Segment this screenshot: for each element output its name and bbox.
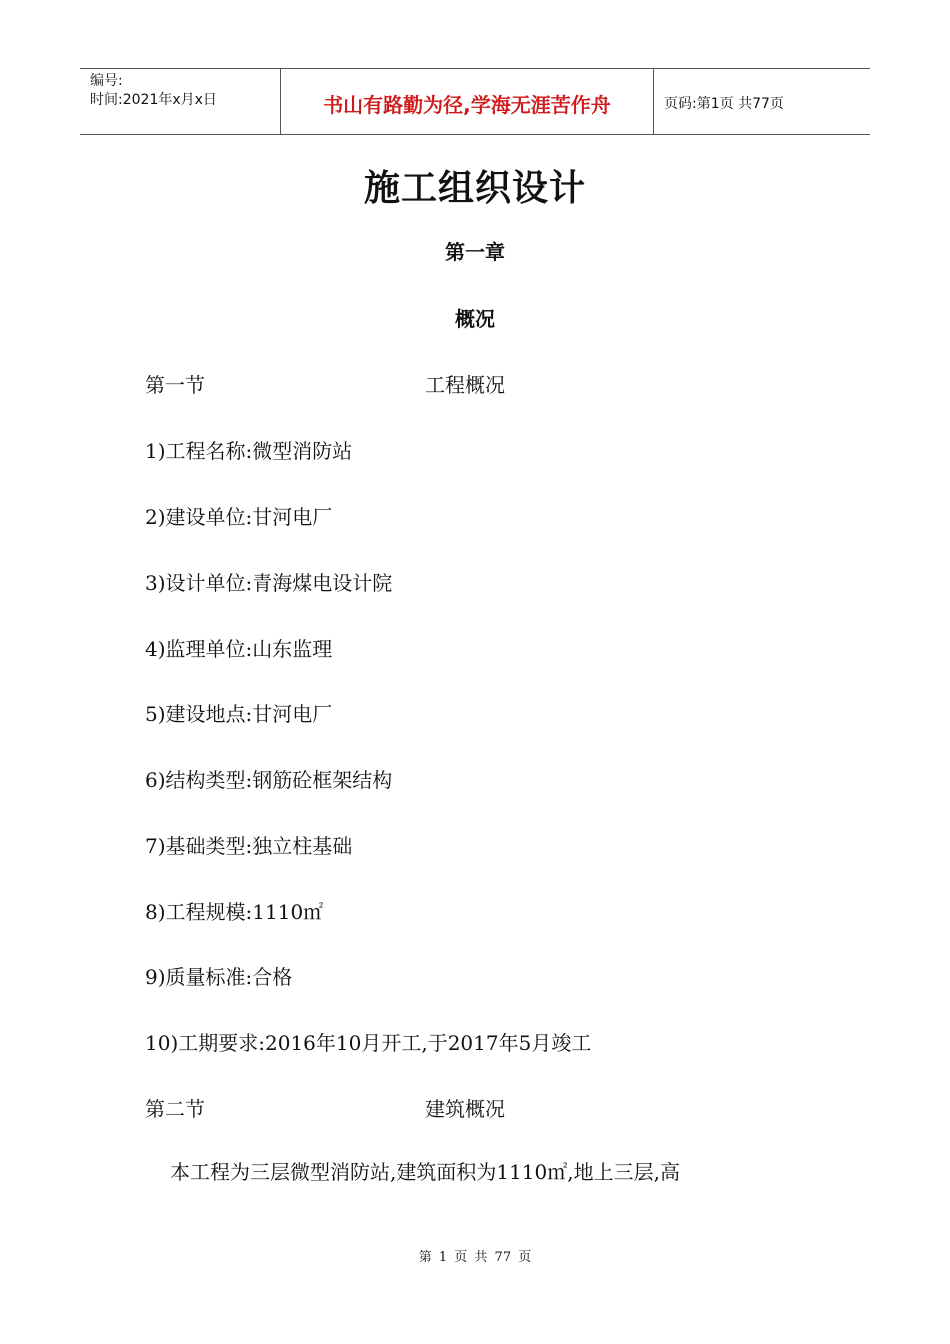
list-item: 7)基础类型:独立柱基础 bbox=[145, 834, 353, 858]
list-item: 2)建设单位:甘河电厂 bbox=[145, 505, 333, 529]
page-header bbox=[80, 68, 870, 135]
list-item: 8)工程规模:1110㎡ bbox=[145, 900, 324, 924]
header-page-info: 页码:第1页 共77页 bbox=[664, 96, 784, 112]
document-title: 施工组织设计 bbox=[363, 168, 586, 209]
section-name: 建筑概况 bbox=[425, 1097, 505, 1121]
document-time: 时间:2021年x月x日 bbox=[90, 92, 217, 108]
section-label: 第一节 bbox=[145, 373, 205, 397]
list-item: 3)设计单位:青海煤电设计院 bbox=[145, 571, 393, 595]
chapter-number: 第一章 bbox=[445, 240, 505, 264]
header-meta bbox=[80, 69, 281, 134]
list-item: 4)监理单位:山东监理 bbox=[145, 637, 333, 661]
document-number-label: 编号: bbox=[90, 73, 123, 89]
list-item: 1)工程名称:微型消防站 bbox=[145, 439, 353, 463]
list-item: 5)建设地点:甘河电厂 bbox=[145, 702, 333, 726]
section-name: 工程概况 bbox=[425, 373, 505, 397]
chapter-title: 概况 bbox=[455, 307, 495, 331]
body-paragraph: 本工程为三层微型消防站,建筑面积为1110㎡,地上三层,高 bbox=[170, 1160, 680, 1184]
list-item: 6)结构类型:钢筋砼框架结构 bbox=[145, 768, 393, 792]
list-item: 10)工期要求:2016年10月开工,于2017年5月竣工 bbox=[145, 1031, 592, 1055]
page-footer: 第 1 页 共 77 页 bbox=[418, 1250, 532, 1265]
list-item: 9)质量标准:合格 bbox=[145, 965, 293, 989]
section-heading-1 bbox=[145, 369, 745, 398]
header-motto: 书山有路勤为径,学海无涯苦作舟 bbox=[281, 69, 654, 134]
section-label: 第二节 bbox=[145, 1097, 205, 1121]
section-heading-2 bbox=[145, 1093, 745, 1122]
